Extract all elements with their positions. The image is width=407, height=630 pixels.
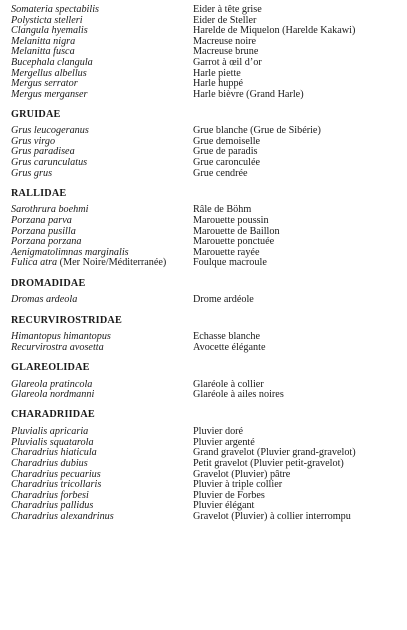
scientific-name-text: Glareola nordmanni (11, 389, 95, 401)
range-note: (Mer Noire/Méditerranée) (57, 257, 167, 269)
common-name: Grue blanche (Grue de Sibérie) (193, 125, 321, 137)
scientific-name (11, 390, 193, 401)
species-row (11, 258, 401, 269)
scientific-name-text: Grus carunculatus (11, 157, 88, 168)
common-name: Gravelot (Pluvier) pâtre (193, 468, 291, 480)
common-name: Pluvier doré (193, 426, 244, 438)
family-section (11, 109, 401, 180)
common-name: Glaréole à ailes noires (193, 389, 284, 401)
scientific-name-text: Porzana parva (11, 215, 72, 227)
scientific-name (11, 258, 193, 269)
scientific-name (11, 343, 193, 354)
scientific-name-text: Grus virgo (11, 135, 56, 147)
common-name: Echasse blanche (193, 331, 261, 343)
scientific-name (11, 512, 193, 523)
scientific-name-text: Mergus serrator (11, 78, 78, 90)
scientific-name-text: Grus paradisea (11, 146, 75, 158)
scientific-name-text: Dromas ardeola (11, 294, 78, 306)
species-row (11, 169, 401, 180)
scientific-name-text: Polysticta stelleri (11, 14, 83, 26)
common-name: Grue de paradis (193, 146, 258, 158)
scientific-name-text: Charadrius pecuarius (11, 468, 101, 480)
family-section (11, 188, 401, 269)
family-section (11, 5, 401, 100)
common-name: Drome ardéole (193, 294, 254, 306)
species-list-page (11, 5, 401, 522)
scientific-name-text: Mergellus albellus (11, 67, 87, 79)
family-section (11, 409, 401, 522)
family-heading: GRUIDAE (11, 108, 61, 120)
scientific-name-text: Grus leucogeranus (11, 125, 89, 137)
common-name: Avocette élégante (193, 341, 266, 353)
scientific-name-text: Sarothrura boehmi (11, 204, 89, 216)
family-heading: RECURVIROSTRIDAE (11, 314, 122, 326)
family-section (11, 362, 401, 401)
common-name: Grue demoiselle (193, 135, 261, 147)
common-name: Pluvier argenté (193, 436, 255, 448)
common-name: Marouette rayée (193, 246, 260, 258)
scientific-name-text: Himantopus himantopus (11, 331, 111, 343)
species-row (11, 512, 401, 523)
scientific-name-text: Pluvialis squatarola (11, 436, 94, 448)
scientific-name (11, 169, 193, 180)
scientific-name-text: Melanitta fusca (11, 46, 75, 58)
scientific-name-text: Melanitta nigra (11, 35, 76, 47)
common-name: Marouette poussin (193, 215, 269, 227)
species-row (11, 343, 401, 354)
common-name: Harle huppé (193, 78, 244, 90)
common-name: Marouette de Baillon (193, 225, 280, 237)
scientific-name-text: Clangula hyemalis (11, 25, 88, 37)
common-name: Eider à tête grise (193, 4, 262, 15)
common-name: Grand gravelot (Pluvier grand-gravelot) (193, 447, 356, 459)
species-row (11, 158, 401, 169)
common-name: Grue cendrée (193, 167, 248, 179)
scientific-name-text: Fulica atra (11, 257, 58, 269)
family-heading: GLAREOLIDAE (11, 361, 90, 373)
family-heading: DROMADIDAE (11, 277, 86, 289)
scientific-name-text: Charadrius tricollaris (11, 479, 102, 491)
scientific-name-text: Charadrius forbesi (11, 489, 89, 501)
common-name: Harle bièvre (Grand Harle) (193, 88, 304, 100)
common-name: Macreuse brune (193, 46, 259, 58)
scientific-name (11, 90, 193, 101)
common-name: Râle de Böhm (193, 204, 252, 216)
common-name: Gravelot (Pluvier) à collier interrompu (193, 510, 351, 522)
scientific-name (11, 295, 193, 306)
scientific-name-text: Grus grus (11, 167, 53, 179)
common-name: Pluvier à triple collier (193, 479, 283, 491)
scientific-name-text: Charadrius pallidus (11, 500, 94, 512)
scientific-name-text: Glareola pratincola (11, 378, 93, 390)
family-section (11, 315, 401, 354)
common-name: Marouette ponctuée (193, 236, 275, 248)
scientific-name-text: Somateria spectabilis (11, 4, 100, 15)
family-heading: CHARADRIIDAE (11, 409, 95, 421)
common-name: Grue caronculée (193, 157, 261, 168)
common-name: Foulque macroule (193, 257, 267, 269)
scientific-name-text: Charadrius dubius (11, 457, 88, 469)
scientific-name-text: Mergus merganser (11, 88, 88, 100)
scientific-name-text: Porzana porzana (11, 236, 82, 248)
scientific-name-text: Charadrius hiaticula (11, 447, 97, 459)
scientific-name-text: Aenigmatolimnas marginalis (11, 246, 129, 258)
family-heading: RALLIDAE (11, 187, 67, 199)
common-name: Harle piette (193, 67, 241, 79)
scientific-name-text: Porzana pusilla (11, 225, 76, 237)
family-section (11, 278, 401, 306)
common-name: Pluvier élégant (193, 500, 255, 512)
common-name: Eider de Steller (193, 14, 257, 26)
species-row (11, 90, 401, 101)
scientific-name-text: Charadrius alexandrinus (11, 510, 114, 522)
scientific-name-text: Recurvirostra avosetta (11, 341, 104, 353)
scientific-name-text: Pluvialis apricaria (11, 426, 89, 438)
scientific-name-text: Bucephala clangula (11, 56, 93, 68)
species-row (11, 295, 401, 306)
common-name: Glaréole à collier (193, 378, 264, 390)
common-name: Petit gravelot (Pluvier petit-gravelot) (193, 457, 344, 469)
common-name: Macreuse noire (193, 35, 257, 47)
common-name: Harelde de Miquelon (Harelde Kakawi) (193, 25, 356, 37)
common-name: Pluvier de Forbes (193, 489, 265, 501)
species-row (11, 390, 401, 401)
common-name: Garrot à œil d’or (193, 56, 262, 68)
